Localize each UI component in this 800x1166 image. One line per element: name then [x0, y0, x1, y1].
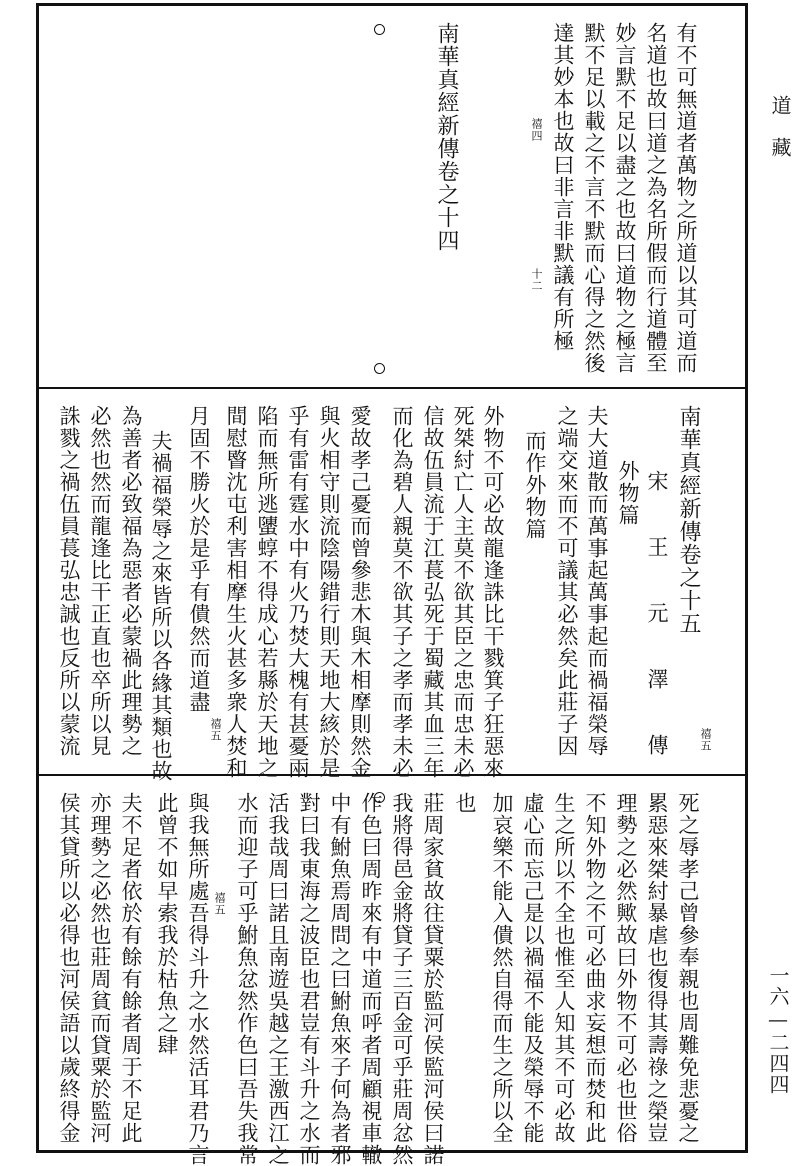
text-column: 間慰睯沈屯利害相摩生火甚多衆人焚和: [224, 405, 248, 779]
text-column: 作色曰周昨來有中道而呼者周顧視車轍: [359, 792, 383, 1166]
text-column: 莊周家貧故往貸粟於監河侯監河侯曰諾: [421, 792, 445, 1166]
marginal-tag: 禧五: [209, 718, 222, 742]
text-column: 死桀紂亡人主莫不欲其臣之忠而忠未必: [451, 405, 475, 779]
text-column: 而作外物篇: [523, 430, 547, 540]
text-column: 名道也故曰道之為名所假而行道體至: [644, 22, 668, 374]
marginal-tag: 禧五: [699, 728, 712, 752]
text-column: 虛心而忘己是以禍福不能及榮辱不能: [521, 792, 545, 1144]
collection-label: 道 藏: [768, 95, 792, 158]
text-column: 為善者必致福為惡者必蒙禍此理勢之: [119, 405, 143, 757]
text-column: 夫不足者依於有餘有餘者周于不足此: [119, 792, 143, 1144]
binding-hole: [374, 24, 385, 35]
text-column: 對曰我東海之波臣也君豈有斗升之水而: [297, 792, 321, 1166]
text-column: 夫禍福榮辱之來皆所以各緣其類也故: [149, 430, 173, 782]
text-column: 侯其貸所以必得也河侯語以歲終得金: [57, 792, 81, 1144]
text-column: 月固不勝火於是乎有僓然而道盡: [187, 405, 211, 713]
text-column: 累惡來桀紂暴虐也復得其壽祿之榮豈: [645, 792, 669, 1144]
text-column: 外物不可必故龍逢誅比干戮箕子狂惡來: [481, 405, 505, 779]
volume-end-title: 南華真經新傳卷之十四: [434, 22, 459, 252]
page-number: 一六—二四四: [766, 965, 790, 1095]
text-column: 活我哉周曰諾且南遊吳越之王激西江之: [266, 792, 290, 1166]
text-column: 死之辱孝己曾參奉親也周難免悲憂之: [676, 792, 700, 1144]
text-column: 中有鮒魚焉周問之曰鮒魚來子何為者邪: [328, 792, 352, 1166]
binding-hole: [374, 363, 385, 374]
text-column: 也: [453, 792, 477, 814]
text-column: 亦理勢之必然也莊周貧而貸粟於監河: [88, 792, 112, 1144]
text-column: 我將得邑金將貸子三百金可乎莊周忿然: [390, 792, 414, 1166]
marginal-tag: 十二: [530, 268, 543, 292]
marginal-tag: 禧五: [213, 892, 226, 916]
text-column: 陷而無所逃螴蜳不得成心若縣於天地之: [255, 405, 279, 779]
section-divider-top: [36, 387, 748, 389]
text-column: 此曾不如早索我於枯魚之肆: [155, 792, 179, 1056]
text-column: 之端交來而不可議其必然矣此莊子因: [555, 405, 579, 757]
text-column: 與火相守則流陰陽錯行則天地大絯於是: [317, 405, 341, 779]
text-column: 夫大道散而萬事起萬事起而禍福榮辱: [585, 405, 609, 757]
text-column: 生之所以不全也惟至人知其不可必故: [552, 792, 576, 1144]
text-column: 水而迎子可乎鮒魚忿然作色曰吾失我常: [235, 792, 259, 1166]
text-column: 信故伍員流于江萇弘死于蜀藏其血三年: [421, 405, 445, 779]
text-column: 達其妙本也故曰非言非默議有所極: [551, 22, 575, 352]
text-column: 必然也然而龍逢比干正直也卒所以見: [88, 405, 112, 757]
text-column: 加哀樂不能入僓然自得而生之所以全: [490, 792, 514, 1144]
chapter-heading: 外物篇: [616, 460, 640, 526]
text-column: 默不足以載之不言不默而心得之然後: [582, 22, 606, 374]
text-column: 與我無所處吾得斗升之水然活耳君乃言: [186, 792, 210, 1166]
text-column: 而化為碧人親莫不欲其子之孝而孝未必: [390, 405, 414, 779]
text-column: 理勢之必然歟故曰外物不可必也世俗: [614, 792, 638, 1144]
text-column: 乎有雷有霆水中有火乃焚大槐有甚憂兩: [286, 405, 310, 779]
author-line: 宋 王 元 澤 傳: [645, 470, 669, 756]
text-column: 不知外物之不可必曲求妄想而焚和此: [583, 792, 607, 1144]
text-column: 愛故孝己憂而曾參悲木與木相摩則然金: [348, 405, 372, 779]
marginal-tag: 禧四: [530, 118, 543, 142]
text-column: 有不可無道者萬物之所道以其可道而: [674, 22, 698, 374]
text-column: 妙言默不足以盡之也故曰道物之極言: [613, 22, 637, 374]
text-column: 誅戮之禍伍員萇弘忠誠也反所以蒙流: [57, 405, 81, 757]
volume-title: 南華真經新傳卷之十五: [676, 405, 701, 635]
